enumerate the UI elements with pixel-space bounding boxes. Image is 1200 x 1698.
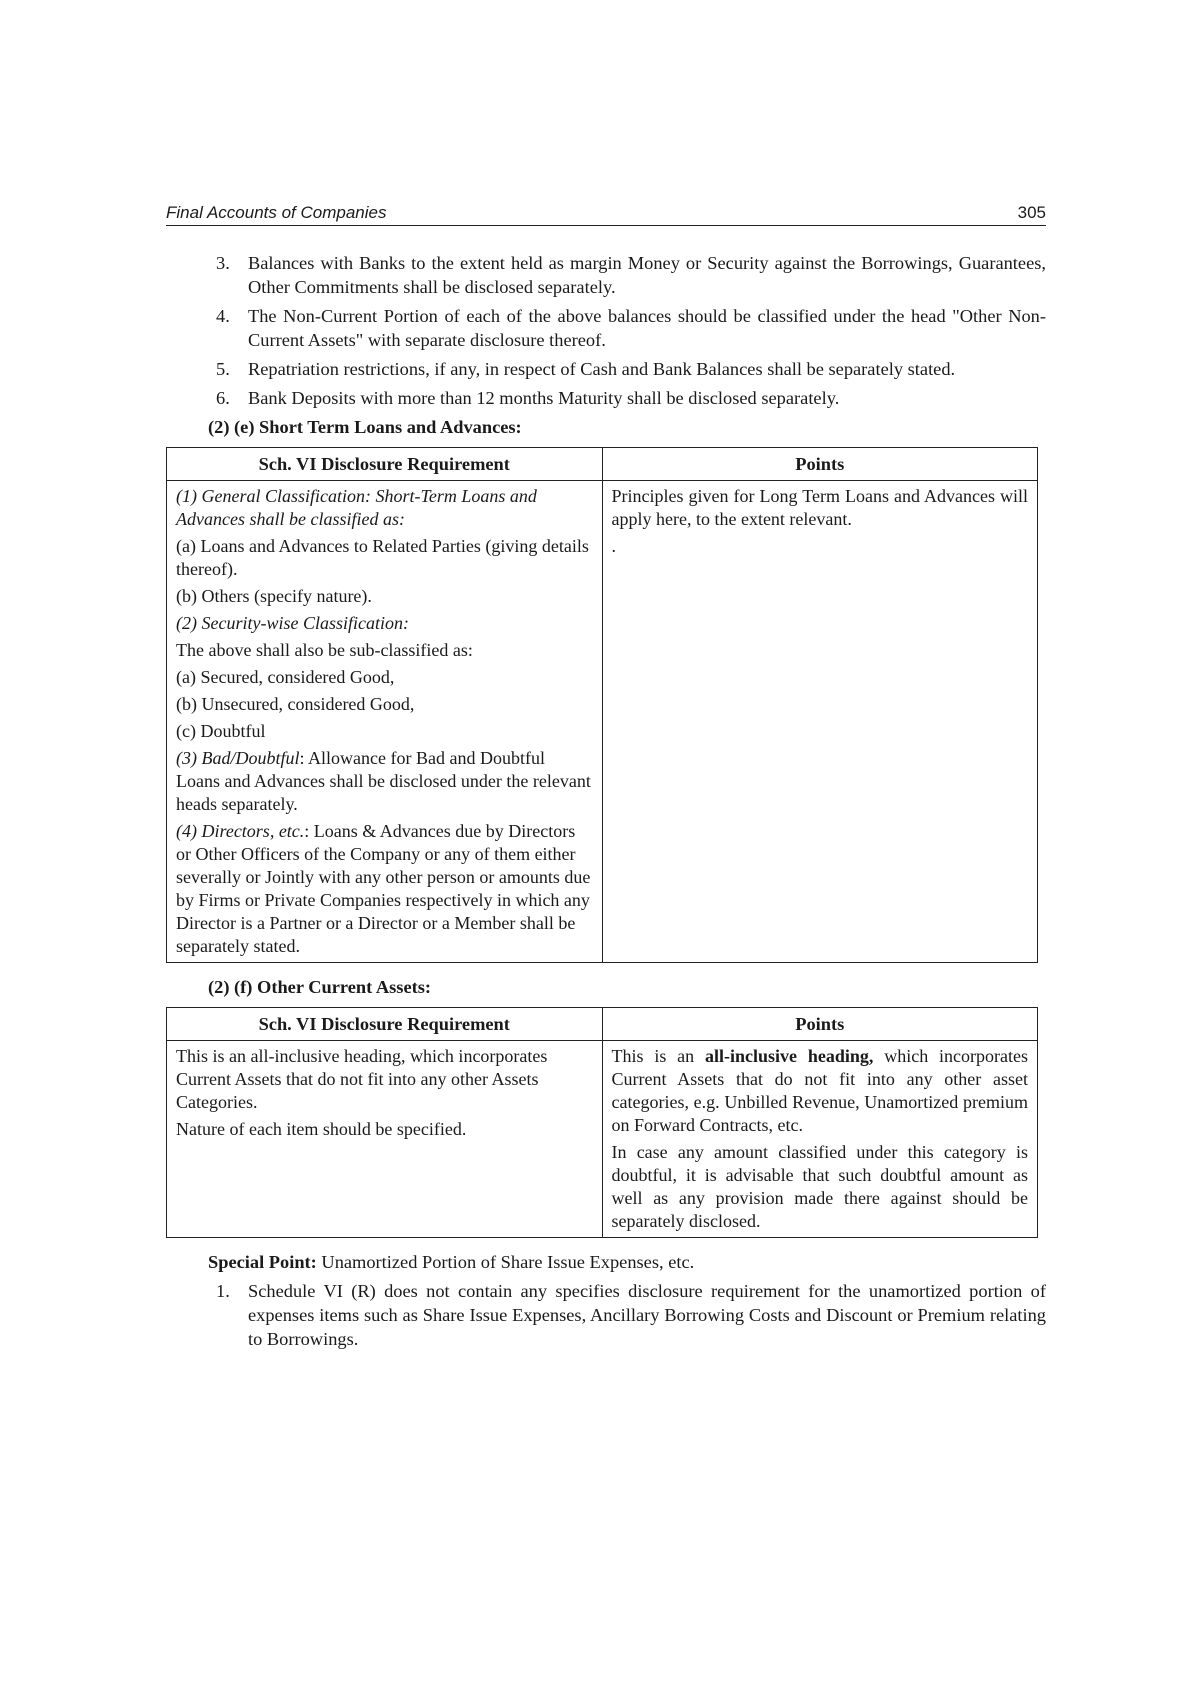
points-cell: Principles given for Long Term Loans and Advances will apply here, to the extent relevant. .	[602, 481, 1038, 963]
special-point: Special Point: Unamortized Portion of Share Issue Expenses, etc.	[208, 1252, 695, 1272]
list-item: 1. Schedule VI (R) does not contain any specifies disclosure requirement for the unamortized portion of expenses items such as Share Issue Expenses, Ancillary Borrowing Costs and Discount or Premium relating to Borrowings.	[216, 1281, 1046, 1349]
requirement-cell: This is an all-inclusive heading, which incorporates Current Assets that do not fit into any other Assets Categories. Nature of each item should be specified.	[167, 1041, 603, 1238]
page	[166, 203, 1046, 1356]
other-current-assets-table	[166, 1007, 1038, 1238]
running-header	[166, 203, 1046, 226]
special-point-list	[166, 1279, 1046, 1351]
section-heading-f: (2) (f) Other Current Assets:	[208, 977, 432, 997]
column-header: Sch. VI Disclosure Requirement	[167, 1008, 603, 1041]
short-term-loans-table	[166, 447, 1038, 963]
list-item: 3. Balances with Banks to the extent held as margin Money or Security against the Borrowings, Guarantees, Other Commitments shall be disclosed separately.	[216, 253, 1046, 297]
column-header: Points	[602, 1008, 1038, 1041]
column-header: Sch. VI Disclosure Requirement	[167, 448, 603, 481]
list-item: 5. Repatriation restrictions, if any, in respect of Cash and Bank Balances shall be separately stated.	[216, 359, 956, 379]
header-title: Final Accounts of Companies	[166, 203, 387, 222]
requirement-cell: (1) General Classification: Short-Term Loans and Advances shall be classified as: (a) Loans and Advances to Related Parties (giving details thereof). (b) Others (specify nature). (2) Security-wise Classification: The above shall also be sub-classified as: (a) Secured, considered Good, (b) Unsecured, considered Good, (c) Doubtful (3) Bad/Doubtful: Allowance for Bad and Doubtful Loans and Advances shall be disclosed under the relevant heads separately. (4) Directors, etc.: Loans & Advances due by Directors or Other Officers of the Company or any of them either severally or Jointly with any other person or amounts due by Firms or Private Companies respectively in which any Director is a Partner or a Director or a Member shall be separately stated.	[167, 481, 603, 963]
list-item: 4. The Non-Current Portion of each of the above balances should be classified under the head "Other Non-Current Assets" with separate disclosure thereof.	[216, 306, 1046, 350]
section-heading-e: (2) (e) Short Term Loans and Advances:	[208, 417, 522, 437]
disclosure-list	[166, 251, 1046, 410]
list-item: 6. Bank Deposits with more than 12 months Maturity shall be disclosed separately.	[216, 388, 840, 408]
points-cell: This is an all-inclusive heading, which incorporates Current Assets that do not fit into any other asset categories, e.g. Unbilled Revenue, Unamortized premium on Forward Contracts, etc. In case any amount classified under this category is doubtful, it is advisable that such doubtful amount as well as any provision made there against should be separately disclosed.	[602, 1041, 1038, 1238]
column-header: Points	[602, 448, 1038, 481]
page-number: 305	[1017, 203, 1046, 222]
